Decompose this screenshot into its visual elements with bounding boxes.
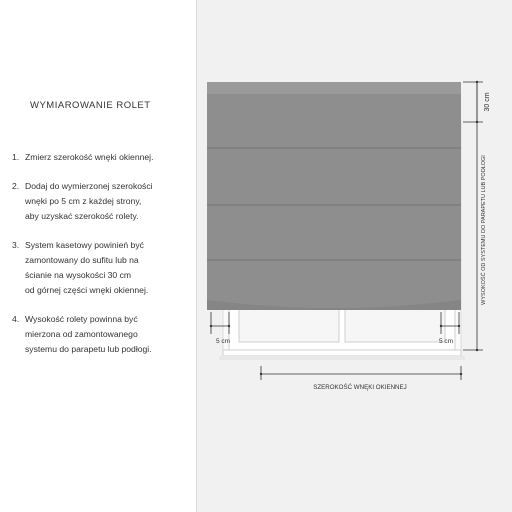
step-item bbox=[12, 150, 192, 165]
step-item bbox=[12, 238, 192, 298]
window-width-label: SZEROKOŚĆ WNĘKI OKIENNEJ bbox=[313, 384, 407, 391]
step-item bbox=[12, 179, 192, 224]
blind-headrail bbox=[207, 82, 461, 94]
step-text: Wysokość rolety powinna być mierzona od zamontowanego systemu do parapetu lub podłogi. bbox=[25, 314, 152, 354]
step-text: Zmierz szerokość wnęki okiennej. bbox=[25, 152, 154, 162]
step-number: 1. bbox=[12, 152, 20, 162]
blind-diagram bbox=[197, 0, 512, 512]
step-number: 4. bbox=[12, 314, 20, 324]
step-text: System kasetowy powinień być zamontowany do sufitu lub na ścianie na wysokości 30 cm od górnej części wnęki okiennej. bbox=[25, 240, 149, 295]
step-text: Dodaj do wymierzonej szerokości wnęki po 5 cm z każdej strony, aby uzyskać szerokość rolety. bbox=[25, 181, 153, 221]
roman-blind bbox=[207, 82, 461, 310]
blind-fabric bbox=[207, 82, 461, 310]
heading: WYMIAROWANIE ROLET bbox=[30, 100, 151, 111]
right-offset-label: 5 cm bbox=[438, 338, 454, 345]
window-width-dimension bbox=[260, 366, 462, 391]
instructions-panel bbox=[0, 0, 196, 512]
left-offset-label: 5 cm bbox=[215, 338, 231, 345]
step-number: 2. bbox=[12, 181, 20, 191]
steps-list bbox=[12, 150, 192, 371]
step-item bbox=[12, 312, 192, 357]
top-offset-label: 30 cm bbox=[484, 92, 491, 112]
blind-height-label: WYSOKOŚĆ OD SYSTEMU DO PARAPETU LUB PODŁOGI bbox=[481, 155, 487, 305]
step-number: 3. bbox=[12, 240, 20, 250]
